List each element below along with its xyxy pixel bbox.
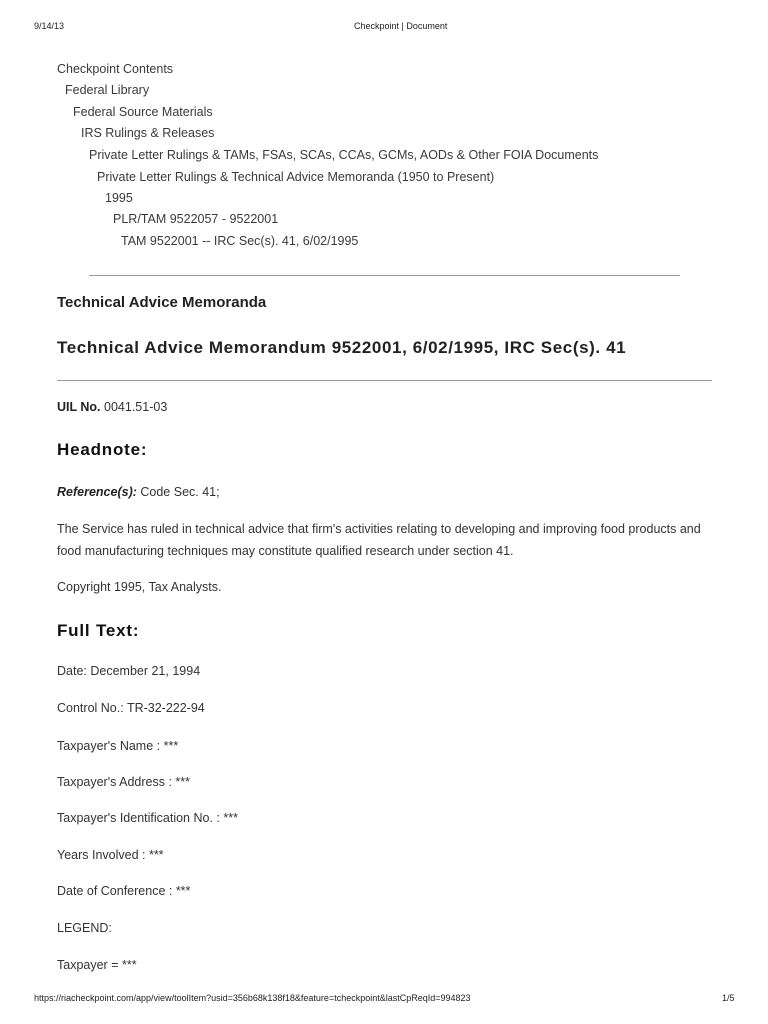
field-taxpayer-id: Taxpayer's Identification No. : *** [57,811,238,825]
uil-label: UIL No. [57,400,101,414]
print-title: Checkpoint | Document [354,21,448,31]
breadcrumb-item-checkpoint-contents[interactable]: Checkpoint Contents [57,62,174,76]
breadcrumb-item-federal-source-materials[interactable]: Federal Source Materials [73,105,213,119]
uil-value: 0041.51-03 [104,400,168,414]
breadcrumb-item-irs-rulings[interactable]: IRS Rulings & Releases [81,126,215,140]
field-control-no: Control No.: TR-32-222-94 [57,701,205,715]
field-date: Date: December 21, 1994 [57,664,201,678]
field-taxpayer-name: Taxpayer's Name : *** [57,739,179,753]
field-date-of-conference: Date of Conference : *** [57,884,191,898]
document-type-heading: Technical Advice Memoranda [57,294,267,311]
references-value: Code Sec. 41; [140,485,220,499]
print-url: https://riacheckpoint.com/app/view/toolItem?usid=356b68k138f18&feature=tcheckpoint&lastCpReqId=994823 [34,993,471,1003]
print-page-number: 1/5 [722,993,735,1003]
print-date: 9/14/13 [34,21,65,31]
breadcrumb-divider [89,275,680,276]
copyright-notice: Copyright 1995, Tax Analysts. [57,580,222,594]
field-legend: LEGEND: [57,921,112,935]
document-title: Technical Advice Memorandum 9522001, 6/02/1995, IRC Sec(s). 41 [57,338,627,357]
headnote-summary: The Service has ruled in technical advice that firm's activities relating to developing and improving food products and food manufacturing techniques may constitute qualified research under section 41. [57,522,701,558]
breadcrumb-item-1995[interactable]: 1995 [105,191,133,205]
breadcrumb-item-plr-tams-fsas[interactable]: Private Letter Rulings & TAMs, FSAs, SCAs, CCAs, GCMs, AODs & Other FOIA Documents [89,148,599,162]
uil-line [57,400,167,414]
breadcrumb-item-plr-tam-range[interactable]: PLR/TAM 9522057 - 9522001 [113,212,279,226]
headnote-heading: Headnote: [57,440,148,459]
field-taxpayer-legend: Taxpayer = *** [57,958,137,972]
references-label: Reference(s): [57,485,137,499]
breadcrumb-item-plr-tam-1950[interactable]: Private Letter Rulings & Technical Advice Memoranda (1950 to Present) [97,170,495,184]
full-text-heading: Full Text: [57,621,140,640]
breadcrumb-item-tam-9522001[interactable]: TAM 9522001 -- IRC Sec(s). 41, 6/02/1995 [121,234,359,248]
field-years-involved: Years Involved : *** [57,848,164,862]
field-taxpayer-address: Taxpayer's Address : *** [57,775,191,789]
references-line [57,485,220,499]
title-divider [57,380,712,381]
breadcrumb-item-federal-library[interactable]: Federal Library [65,83,150,97]
